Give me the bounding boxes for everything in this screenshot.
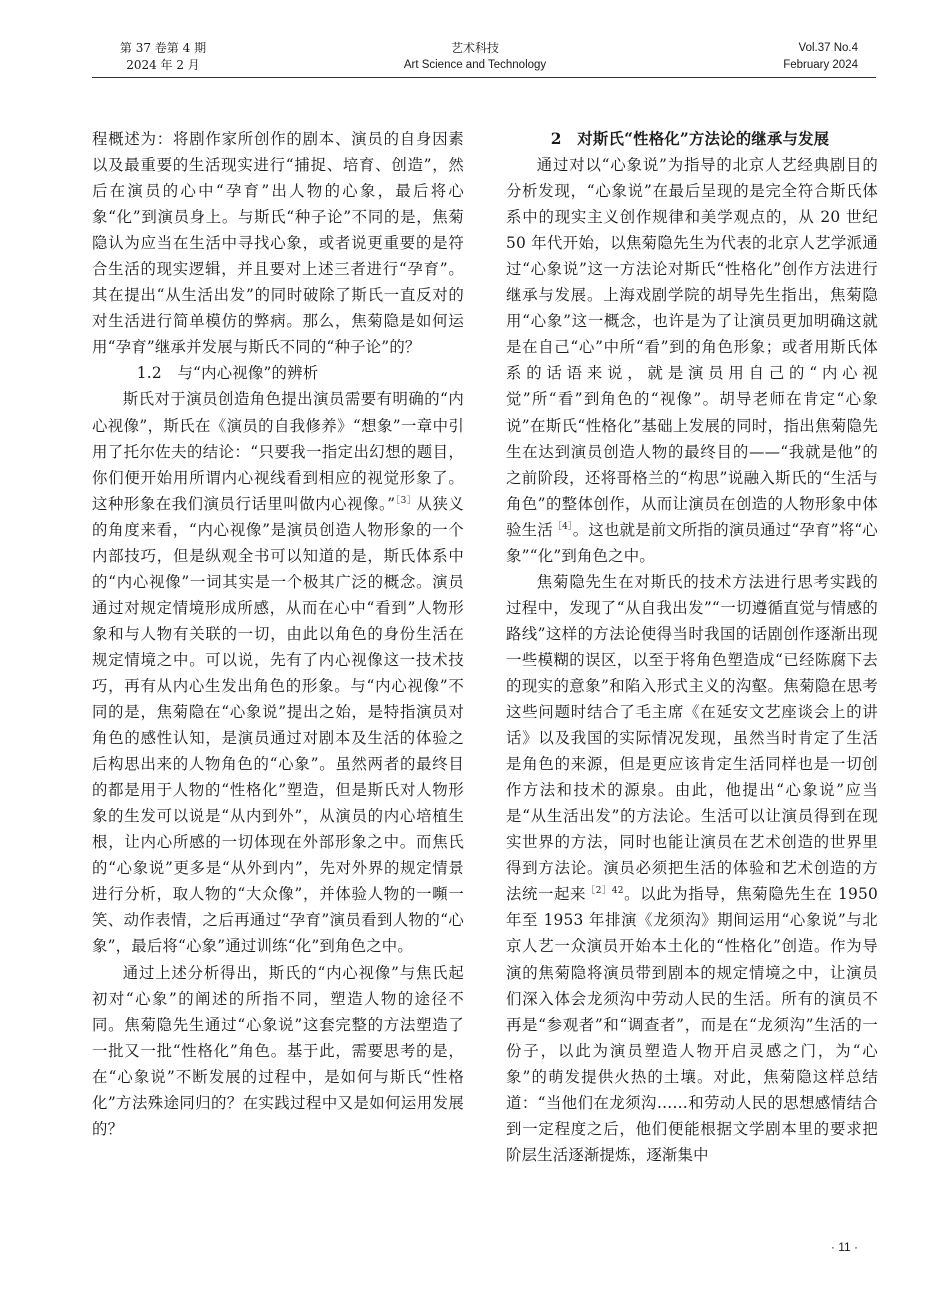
paragraph-text: 焦菊隐先生在对斯氏的技术方法进行思考实践的过程中，发现了“从自我出发”“一切遵循直觉与情感的路线”这样的方法论使得当时我国的话剧创作逐渐出现一些模糊的误区，以至于将角色塑造成“已经陈腐下去的现实的意象”和陷入形式主义的沟壑。焦菊隐在思考这些问题时结合了毛主席《在延安文艺座谈会上的讲话》以及我国的实际情况发现，虽然当时肯定了生活是角色的来源，但是更应该肯定生活同样也是一切创作方法和技术的源泉。由此，他提出“心象说”应当是“从生活出发”的方法论。生活可以让演员得到在现实世界的方法，同时也能让演员在艺术创造的世界里得到方法论。演员必须把生活的体验和艺术创造的方法统一起来 (506, 572, 878, 904)
paragraph (506, 569, 878, 1168)
paragraph-text: 。这也就是前文所指的演员通过“孕育”将“心象”“化”到角色之中。 (506, 520, 878, 565)
citation-ref: ［2］42 (586, 886, 624, 897)
section-title: 2 对斯氏“性格化”方法论的继承与发展 (550, 130, 830, 148)
header-issue-en (728, 40, 858, 74)
header-rule (92, 77, 876, 78)
paragraph: 程概述为：将剧作家所创作的剧本、演员的自身因素以及最重要的生活现实进行“捕捉、培育、创造”，然后在演员的心中“孕育”出人物的心象，最后将心象“化”到演员身上。与斯氏“种子论”不同的是，焦菊隐认为应当在生活中寻找心象，或者说更重要的是符合生活的现实逻辑，并且要对上述三者进行“孕育”。其在提出“从生活出发”的同时破除了斯氏一直反对的对生活进行简单模仿的弊病。那么，焦菊隐是如何运用“孕育”继承并发展与斯氏不同的“种子论”的？ (92, 130, 464, 357)
paragraph: 通过上述分析得出，斯氏的“内心视像”与焦氏起初对“心象”的阐述的所指不同，塑造人物的途径不同。焦菊隐先生通过“心象说”这套完整的方法塑造了一批又一批“性格化”角色。基于此，需要思考的是，在“心象说”不断发展的过程中，是如何与斯氏“性格化”方法殊途同归的？在实践过程中又是如何运用发展的？ (92, 963, 464, 1138)
citation-ref: ［3］ (395, 495, 417, 506)
right-column (506, 126, 878, 1168)
left-column (92, 126, 464, 1142)
citation-ref: ［4］ (552, 521, 573, 532)
paragraph-text: 通过对以“心象说”为指导的北京人艺经典剧目的分析发现，“心象说”在最后呈现的是完全符合斯氏体系中的现实主义创作规律和美学观点的，从 20 世纪 50 年代开始，以焦菊隐先生为代表的北京人艺学派通过“心象说”这一方法论对斯氏“性格化”创作方法进行继承与发展。上海戏剧学院的胡导先生指出，焦菊隐用“心象”这一概念，也许是为了让演员更加明确这就是在自己“心”中所“看”到的角色形象；或者用斯氏体系的话语来说，就是演员用自己的“内心视觉”所“看”到角色的“视像”。胡导老师在肯定“心象说”在斯氏“性格化”基础上发展的同时，指出焦菊隐先生在达到演员创造人物的最终目的——“我就是他”的之前阶段，还将哥格兰的“构思”说融入斯氏的“生活与角色”的整体创作，从而让演员在创造的人物形象中体验生活 (506, 156, 878, 539)
page-header (0, 0, 950, 80)
paragraph-text: 从狭义的角度来看，“内心视像”是演员创造人物形象的一个内部技巧，但是纵观全书可以知道的是，斯氏体系中的“内心视像”一词其实是一个极其广泛的概念。演员通过对规定情境形成所感，从而在心中“看到”人物形象和与人物有关联的一切，由此以角色的身份生活在规定情境之中。可以说，先有了内心视像这一技术技巧，再有从内心生发出角色的形象。与“内心视像”不同的是，焦菊隐在“心象说”提出之始，是特指演员对角色的感性认知，是演员通过对剧本及生活的体验之后构思出来的人物角色的“心象”。虽然两者的最终目的都是用于人物的“性格化”塑造，但是斯氏对人物形象的生发可以说是“从内到外”，从演员的内心培植生根，让内心所感的一切体现在外部形象之中。而焦氏的“心象说”更多是“从外到内”，先对外界的规定情景进行分析，取人物的“大众像”，并体验人物的一嚬一笑、动作表情，之后再通过“孕育”演员看到人物的“心象”，最后将“心象”通过训练“化”到角色之中。 (92, 494, 464, 956)
paragraph (92, 386, 464, 959)
header-journal-en: Art Science and Technology (403, 59, 547, 71)
header-date-zh: 2024 年 2 月 (126, 58, 200, 72)
header-date-en: February 2024 (783, 59, 858, 71)
paragraph (506, 152, 878, 569)
header-journal (350, 40, 600, 74)
paragraph-text: 斯氏对于演员创造角色提出演员需要有明确的“内心视像”，斯氏在《演员的自我修养》“想象”一章中引用了托尔佐夫的结论：“只要我一指定出幻想的题目，你们便开始用所谓内心视线看到相应的视觉形象了。这种形象在我们演员行话里叫做内心视像。” (92, 390, 464, 513)
subsection-title: 1.2 与“内心视像”的辨析 (136, 364, 319, 383)
header-journal-zh: 艺术科技 (450, 41, 499, 55)
header-volume-en: Vol.37 No.4 (798, 42, 858, 54)
page-number: · 11 · (830, 1240, 858, 1254)
paragraph-text: 。以此为指导，焦菊隐先生在 1950 年至 1953 年排演《龙须沟》期间运用“心象说”与北京人艺一众演员开始本土化的“性格化”创造。作为导演的焦菊隐将演员带到剧本的规定情境之中，让演员们深入体会龙须沟中劳动人民的生活。所有的演员不再是“参观者”和“调查者”，而是在“龙须沟”生活的一份子，以此为演员塑造人物开启灵感之门，为“心象”的萌发提供火热的土壤。对此，焦菊隐这样总结道：“当他们在龙须沟……和劳动人民的思想感情结合到一定程度之后，他们便能根据文学剧本里的要求把阶层生活逐渐提炼，逐渐集中 (506, 885, 878, 1164)
header-issue-zh (108, 40, 218, 74)
header-volume-zh: 第 37 卷第 4 期 (119, 41, 207, 55)
